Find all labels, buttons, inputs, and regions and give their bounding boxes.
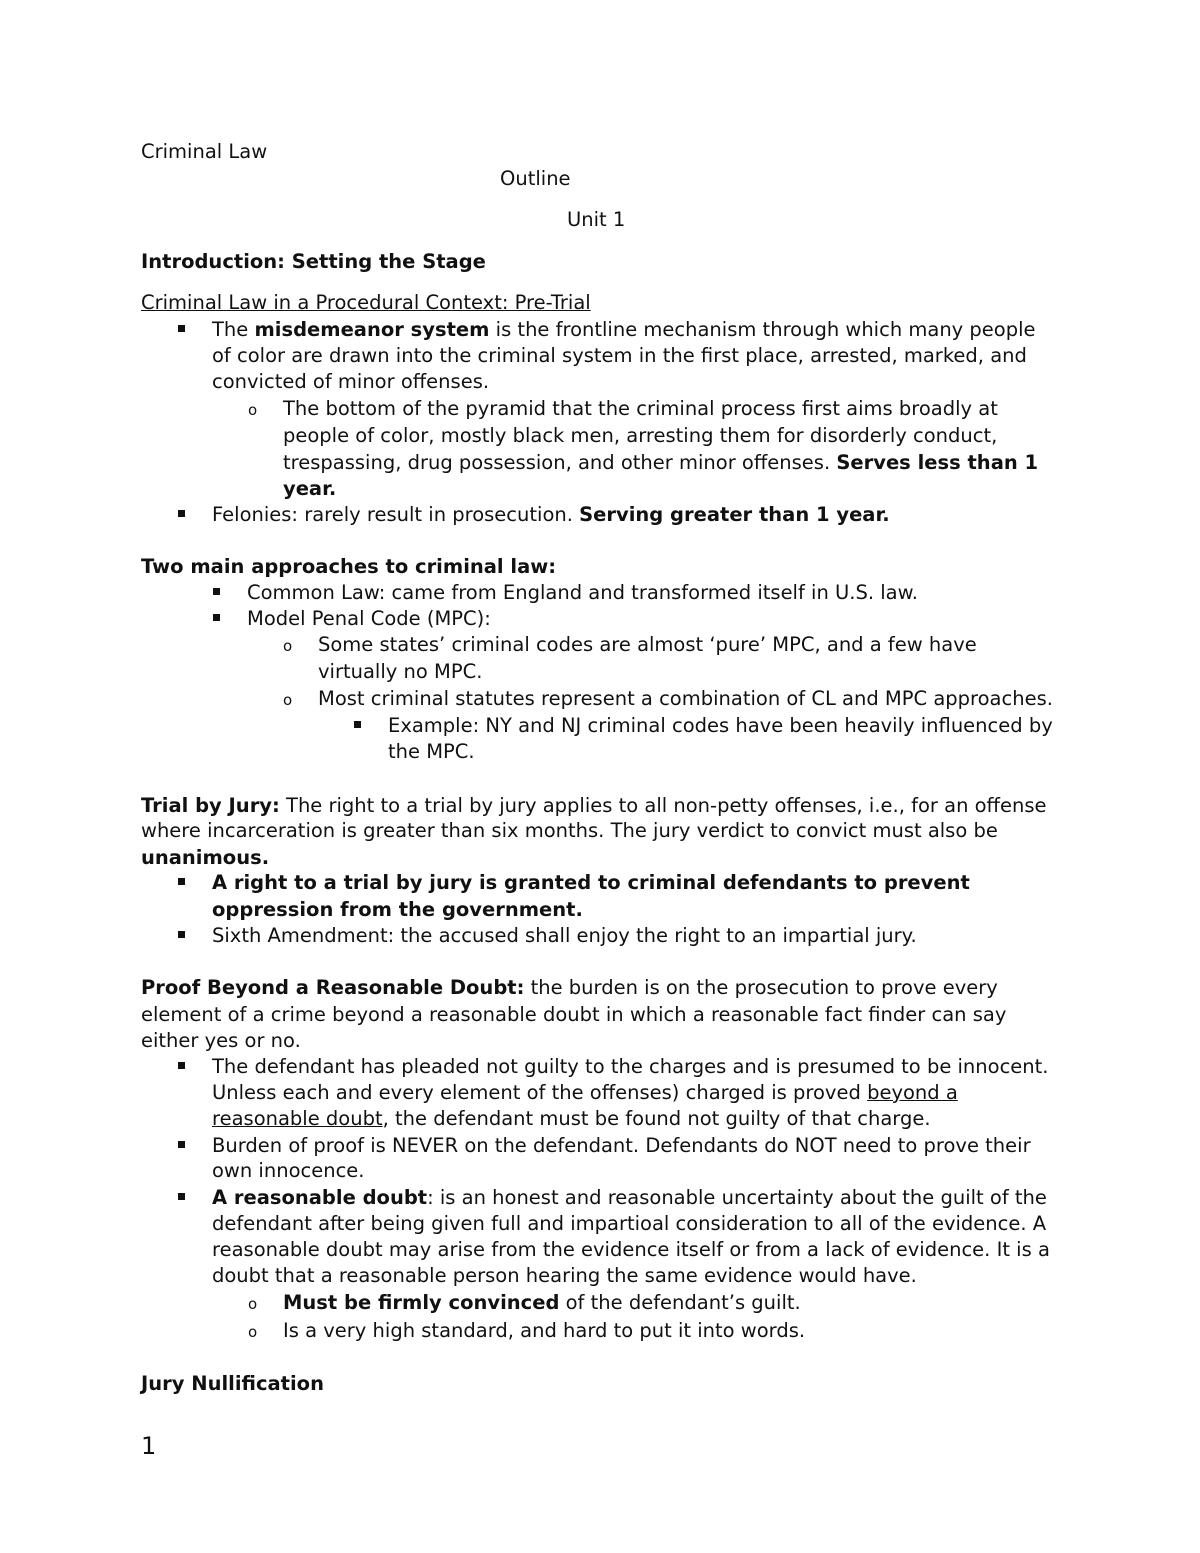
mpc-bullet: Model Penal Code (MPC): (247, 607, 491, 630)
proof-paragraph-line-1: Proof Beyond a Reasonable Doubt: the burden is on the prosecution to prove every (141, 976, 998, 999)
square-bullet-icon (178, 1062, 185, 1069)
document-title: Outline (500, 167, 571, 190)
intro-heading: Introduction: Setting the Stage (141, 250, 486, 273)
nullification-heading: Jury Nullification (141, 1372, 324, 1395)
mpc-pure-line-2: virtually no MPC. (318, 660, 483, 683)
jury-paragraph-line-3: unanimous. (141, 846, 270, 869)
felonies-bullet: Felonies: rarely result in prosecution. Serving greater than 1 year. (212, 503, 890, 526)
circle-sub-bullet-icon: o (248, 1295, 258, 1313)
proof-bullet-3-line-1: A reasonable doubt: is an honest and reasonable uncertainty about the guilt of the (212, 1186, 1047, 1209)
jury-bullet-1-line-1: A right to a trial by jury is granted to criminal defendants to prevent (212, 871, 970, 894)
circle-sub-bullet-icon: o (248, 401, 258, 419)
square-bullet-icon (178, 878, 185, 885)
square-bullet-icon (178, 325, 185, 332)
proof-paragraph-line-2: element of a crime beyond a reasonable doubt in which a reasonable fact finder can say (141, 1003, 1007, 1026)
page-number: 1 (141, 1432, 157, 1460)
pyramid-line-4: year. (283, 477, 337, 500)
proof-bullet-1-line-1: The defendant has pleaded not guilty to the charges and is presumed to be innocent. (212, 1055, 1049, 1078)
firmly-convinced-line: Must be firmly convinced of the defendant’s guilt. (283, 1291, 801, 1314)
misdemeanor-bullet-line-1: The misdemeanor system is the frontline mechanism through which many people (212, 318, 1036, 341)
proof-bullet-3-line-3: reasonable doubt may arise from the evidence itself or from a lack of evidence. It is a (212, 1238, 1050, 1261)
common-law-bullet: Common Law: came from England and transformed itself in U.S. law. (247, 581, 918, 604)
proof-bullet-3-line-2: defendant after being given full and impartioal consideration to all of the evidence. A (212, 1212, 1047, 1235)
square-bullet-icon (213, 588, 220, 595)
proof-bullet-1-line-3: reasonable doubt, the defendant must be found not guilty of that charge. (212, 1107, 931, 1130)
proof-bullet-1-line-2: Unless each and every element of the offenses) charged is proved beyond a (212, 1081, 958, 1104)
intro-subheading: Criminal Law in a Procedural Context: Pre-Trial (141, 291, 591, 314)
mpc-combination-line: Most criminal statutes represent a combination of CL and MPC approaches. (318, 687, 1053, 710)
proof-paragraph-line-3: either yes or no. (141, 1029, 301, 1052)
sixth-amendment-bullet: Sixth Amendment: the accused shall enjoy the right to an impartial jury. (212, 924, 917, 947)
jury-bullet-1-line-2: oppression from the government. (212, 898, 583, 921)
approaches-heading: Two main approaches to criminal law: (141, 555, 557, 578)
misdemeanor-bullet-line-3: convicted of minor offenses. (212, 370, 490, 393)
jury-paragraph-line-1: Trial by Jury: The right to a trial by jury applies to all non-petty offenses, i.e., for an offense (141, 794, 1047, 817)
high-standard-line: Is a very high standard, and hard to put it into words. (283, 1319, 806, 1342)
square-bullet-icon (178, 510, 185, 517)
square-bullet-icon (354, 721, 361, 728)
circle-sub-bullet-icon: o (283, 637, 293, 655)
proof-bullet-2-line-1: Burden of proof is NEVER on the defendant. Defendants do NOT need to prove their (212, 1134, 1031, 1157)
circle-sub-bullet-icon: o (248, 1323, 258, 1341)
square-bullet-icon (178, 1193, 185, 1200)
misdemeanor-bullet-line-2: of color are drawn into the criminal system in the first place, arrested, marked, and (212, 344, 1027, 367)
square-bullet-icon (178, 1141, 185, 1148)
square-bullet-icon (213, 614, 220, 621)
proof-bullet-2-line-2: own innocence. (212, 1159, 365, 1182)
square-bullet-icon (178, 931, 185, 938)
circle-sub-bullet-icon: o (283, 691, 293, 709)
example-line-1: Example: NY and NJ criminal codes have been heavily influenced by (388, 714, 1053, 737)
pyramid-line-2: people of color, mostly black men, arresting them for disorderly conduct, (283, 424, 998, 447)
jury-paragraph-line-2: where incarceration is greater than six months. The jury verdict to convict must also be (141, 819, 998, 842)
proof-bullet-3-line-4: doubt that a reasonable person hearing the same evidence would have. (212, 1264, 917, 1287)
mpc-pure-line-1: Some states’ criminal codes are almost ‘pure’ MPC, and a few have (318, 633, 977, 656)
pyramid-line-3: trespassing, drug possession, and other minor offenses. Serves less than 1 (283, 451, 1039, 474)
example-line-2: the MPC. (388, 740, 475, 763)
course-title: Criminal Law (141, 140, 268, 163)
unit-label: Unit 1 (567, 208, 626, 231)
pyramid-line-1: The bottom of the pyramid that the criminal process first aims broadly at (283, 397, 998, 420)
